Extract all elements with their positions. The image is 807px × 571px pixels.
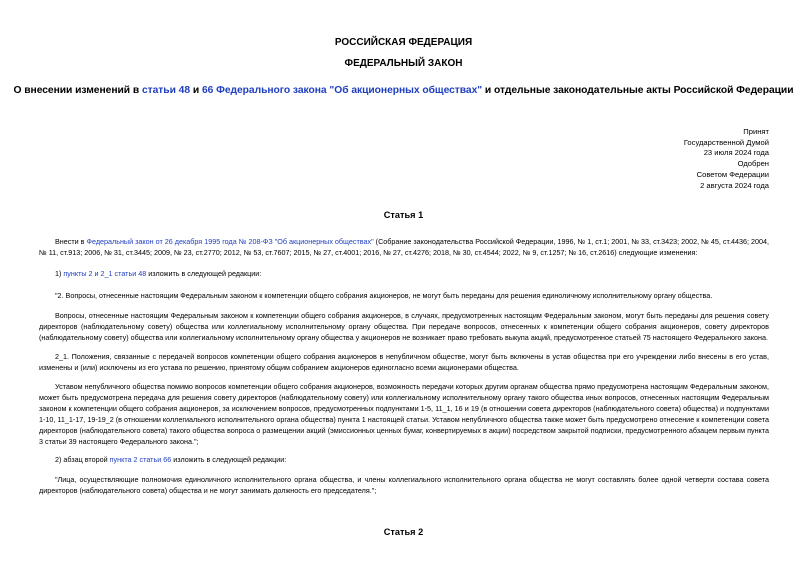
item-2-suffix: изложить в следующей редакции: [171, 455, 287, 464]
adoption-line: 2 августа 2024 года [700, 180, 769, 190]
item-1-suffix: изложить в следующей редакции: [146, 269, 262, 278]
item-2 [39, 454, 769, 465]
quote-paragraph-1: "2. Вопросы, отнесенные настоящим Федеральным законом к компетенции общего собрания акционеров, не могут быть переданы для решения единоличному исполнительному органу общества. [55, 291, 713, 300]
title-link-article-66[interactable]: 66 Федерального закона "Об акционерных обществах" [201, 85, 483, 96]
law-title [0, 85, 807, 96]
adoption-line: Одобрен [737, 159, 769, 169]
quote-paragraph-4: Уставом непубличного общества помимо вопросов компетенции общего собрания акционеров, возможность передачи которых другим органам общества прямо предусмотрена настоящим Федеральным законом, может быть предусмотрена передача для решения совету директоров (наблюдательному совету) или коллегиальному исполнительному органу такого общества иных вопросов, отнесенных настоящим Федеральным законом к компетенции общего собрания акционеров, за исключением вопросов, предусмотренных подпунктами 1-5, 11_1, 16 и 19 (в отношении совета директоров (наблюдательного совета) общества) и подпунктами 1-10, 11_1-17, 19-19_2 (в отношении коллегиального исполнительного органа общества) пункта 1 настоящей статьи. Уставом непубличного общества также может быть предусмотрено отнесение к компетенции совета директоров (наблюдательного совета) такого общества вопроса о размещении акций (эмиссионных ценных бумаг, конвертируемых в акции) посредством закрытой подписки, предусмотренного абзацем первым пункта 3 статьи 39 настоящего Федерального закона."; [39, 382, 769, 446]
article-1-intro [39, 236, 769, 258]
intro-suffix: (Собрание законодательства Российской Федерации, 1996, № 1, ст.1; 2001, № 33, ст.3423; 2002, № 45, ст.4436; 2004, № 11, ст.913; 2006, № 31, ст.3445; 2009, № 23, ст.2770; 2012, № 53, ст.7607; 2015, № 27, ст.4001; 2016, № 27, ст.4276; 2018, № 30, ст.4544; 2022, № 9, ст.1257; № 16, ст.2616) следующие изменения: [39, 237, 769, 257]
title-link-article-48[interactable]: статьи 48 [141, 85, 191, 96]
item-1-link[interactable]: пункты 2 и 2_1 статьи 48 [63, 269, 147, 278]
quote-paragraph-2: Вопросы, отнесенные настоящим Федеральным законом к компетенции общего собрания акционеров, в случаях, предусмотренных настоящим Федеральным законом, могут быть переданы для решения совету директоров (наблюдательному совету) общества или коллегиальному исполнительному органу общества. При передаче вопросов, отнесенных к компетенции общего собрания акционеров, совету директоров (наблюдательному совету) общества или коллегиальному исполнительному органу общества у акционеров не возникает право требовать выкупа акций, предусмотренное статьей 75 настоящего Федерального закона. [39, 311, 769, 342]
intro-law-link[interactable]: Федеральный закон от 26 декабря 1995 года № 208-ФЗ "Об акционерных обществах" [86, 237, 374, 246]
title-prefix: О внесении изменений в [13, 85, 142, 96]
quote-paragraph-3: 2_1. Положения, связанные с передачей вопросов компетенции общего собрания акционеров в непубличном обществе, могут быть включены в устав общества при его учреждении либо внесены в его устав, изменены и (или) исключены из его устава по решению, принятому общим собранием акционеров единогласно всеми акционерами общества. [39, 352, 769, 372]
item-1 [39, 268, 769, 279]
item-2-link[interactable]: пункта 2 статьи 66 [109, 455, 172, 464]
adoption-line: Принят [743, 127, 769, 136]
intro-prefix: Внести в [55, 237, 87, 246]
adoption-line: Советом Федерации [696, 169, 769, 179]
item-2-prefix: 2) абзац второй [55, 455, 110, 464]
adoption-block [684, 127, 769, 191]
article-2-heading: Статья 2 [383, 527, 424, 537]
article-1-heading: Статья 1 [383, 210, 424, 220]
adoption-line: 23 июля 2024 года [703, 148, 769, 158]
title-mid: и [190, 85, 202, 96]
title-suffix: и отдельные законодательные акты Российской Федерации [482, 85, 794, 96]
doc-type-header: ФЕДЕРАЛЬНЫЙ ЗАКОН [344, 58, 463, 69]
quote-paragraph-5: "Лица, осуществляющие полномочия единоличного исполнительного органа общества, и члены коллегиального исполнительного органа общества не могут составлять более одной четверти состава совета директоров (наблюдательного совета) общества и не могут занимать должность его председателя."; [39, 475, 769, 495]
item-1-prefix: 1) [55, 269, 64, 278]
country-header: РОССИЙСКАЯ ФЕДЕРАЦИЯ [334, 37, 473, 48]
adoption-line: Государственной Думой [683, 137, 769, 147]
